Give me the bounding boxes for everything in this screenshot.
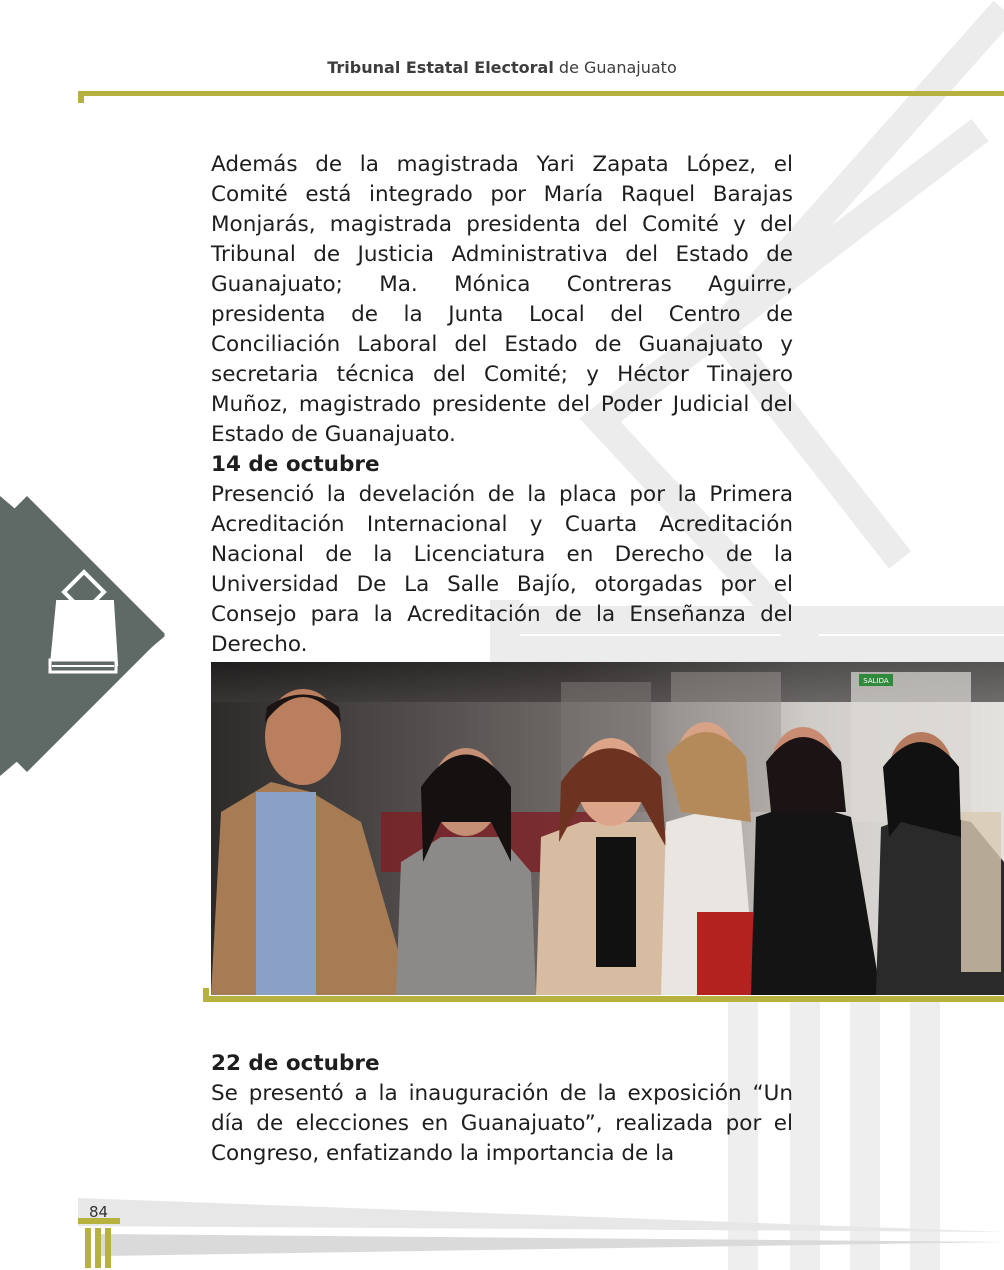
running-header — [0, 58, 1004, 82]
footer-decoration — [0, 1190, 1004, 1270]
paragraph-committee — [211, 150, 793, 450]
exit-sign: SALIDA — [863, 677, 889, 685]
paragraph-text: Se presentó a la inauguración de la exposición “Un día de elecciones en Guanajuato”, realizada por el Congreso, enfatizando la importancia de la — [211, 1081, 793, 1166]
header-title — [327, 58, 677, 77]
date-heading: 22 de octubre — [211, 1051, 380, 1076]
person-4 — [661, 722, 756, 995]
paragraph-text: Presenció la develación de la placa por la Primera Acreditación Internacional y Cuarta Acreditación Nacional de la Licenciatura en Derecho de la Universidad De La Salle Bajío, otorgadas por el Consejo para la Acreditación de la Enseñanza del Derecho. — [211, 482, 793, 657]
header-title-rest: de Guanajuato — [553, 58, 677, 77]
header-title-bold: Tribunal Estatal Electoral — [327, 58, 554, 77]
date-heading: 14 de octubre — [211, 452, 380, 477]
event-photo — [211, 662, 1004, 995]
paragraph-text: Además de la magistrada Yari Zapata López, el Comité está integrado por María Raquel Barajas Monjarás, magistrada presidenta del Comité y del Tribunal de Justicia Administrativa del Estado de Guanajuato; Ma. Mónica Contreras Aguirre, presidenta de la Junta Local del Centro de Conciliación Laboral del Estado de Guanajuato y secretaria técnica del Comité; y Héctor Tinajero Muñoz, magistrado presidente del Poder Judicial del Estado de Guanajuato. — [211, 152, 793, 447]
paragraph-oct-22 — [211, 1049, 793, 1169]
photo-frame-rule — [203, 988, 1004, 1004]
section-diamond-badge — [0, 496, 170, 776]
header-rule — [78, 91, 1004, 103]
paragraph-oct-14 — [211, 450, 793, 660]
page-number: 84 — [89, 1203, 109, 1221]
